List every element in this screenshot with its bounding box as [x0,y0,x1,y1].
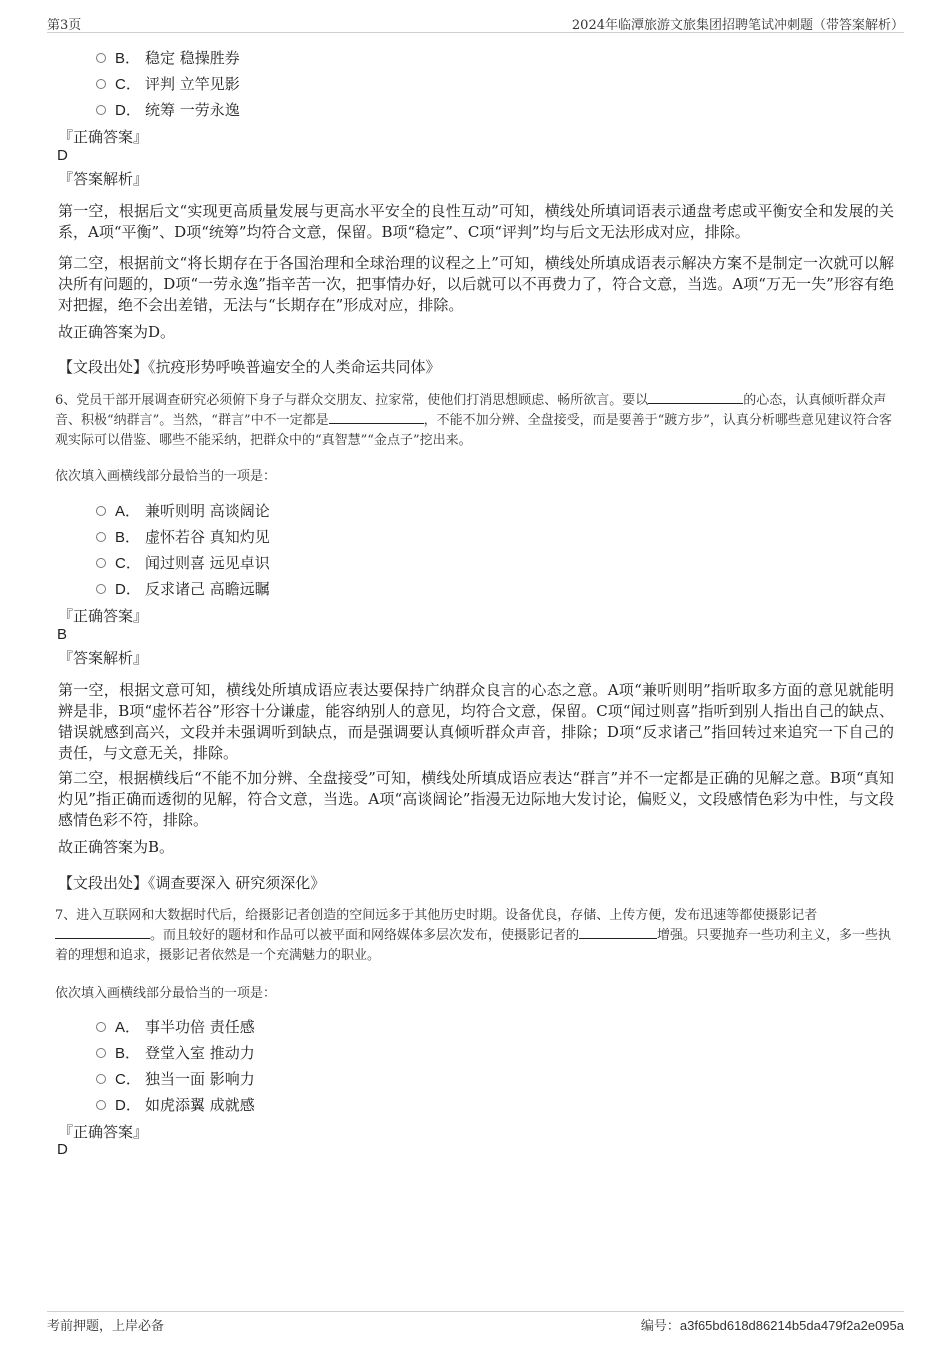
q7-instruction: 依次填入画横线部分最恰当的一项是： [55,986,277,1001]
q7-answer-label: 『正确答案』 [58,1123,149,1141]
blank-line [579,926,657,939]
q5-conclusion: 故正确答案为D。 [58,323,176,341]
radio-icon[interactable] [96,584,106,594]
q6-stem: 6、党员干部开展调查研究必须俯下身子与群众交朋友、拉家常，使他们打消思想顾虑、畅所欲言。要以 的心态，认真倾听群众声音、积极“纳群言”。当然，“群言”中不一定都是 ，不能不加分辨、全盘接受，而是要善于“踱方步”，认真分析哪些意见建议符合客观实际可以借鉴、哪些不能采纳，把群众中的“真智慧”“金点子”挖出来。 [55,393,892,448]
page-footer [47,1311,904,1334]
q5-analysis-paragraph: 第一空，根据后文“实现更高质量发展与更高水平安全的良性互动”可知，横线处所填词语表示通盘考虑或平衡安全和发展的关系，A项“平衡”、D项“统筹”均符合文意，保留。B项“稳定”、C项“评判”均与后文无法形成对应，排除。 [58,202,894,241]
radio-icon[interactable] [96,1022,106,1032]
q5-analysis-label: 『答案解析』 [58,170,149,188]
q6-instruction: 依次填入画横线部分最恰当的一项是： [55,469,277,484]
radio-icon[interactable] [96,532,106,542]
blank-line [648,391,743,404]
q6-answer: B [57,626,68,643]
q6-conclusion: 故正确答案为B。 [58,838,175,856]
radio-icon[interactable] [96,79,106,89]
radio-icon[interactable] [96,558,106,568]
q7-answer: D [57,1141,68,1158]
blank-line [329,411,424,424]
q6-source: 【文段出处】《调查要深入 研究须深化》 [58,874,326,892]
page-number: 第3页 [47,18,82,33]
page-header [47,12,904,33]
q6-analysis-paragraph: 第一空，根据文意可知，横线处所填成语应表达要保持广纳群众良言的心态之意。A项“兼听则明”指听取多方面的意见就能明辨是非，B项“虚怀若谷”形容十分谦虚，能容纳别人的意见，均符合文意，保留。C项“闻过则喜”指听到别人指出自己的缺点、错误就感到高兴，文段并未强调听到缺点，而是强调要认真倾听群众声音，排除；D项“反求诸己”指回转过来追究一下自己的责任，与文意无关，排除。 [58,681,894,762]
q5-analysis-paragraph: 第二空，根据前文“将长期存在于各国治理和全球治理的议程之上”可知，横线处所填成语表示解决方案不是制定一次就可以解决所有问题的，D项“一劳永逸”指辛苦一次，把事情办好，以后就可以不再费力了，符合文意，当选。A项“万无一失”形容有绝对把握，绝不会出差错，无法与“长期存在”形成对应，排除。 [58,254,894,314]
document-title: 2024年临潭旅游文旅集团招聘笔试冲刺题（带答案解析） [571,18,904,33]
q5-answer: D [57,147,68,164]
q6-analysis-label: 『答案解析』 [58,649,149,667]
radio-icon[interactable] [96,1100,106,1110]
blank-line [55,926,150,939]
document-code: 编号：a3f65bd618d86214b5da479f2a2e095a [640,1318,904,1334]
radio-icon[interactable] [96,1048,106,1058]
radio-icon[interactable] [96,506,106,516]
footer-slogan: 考前押题，上岸必备 [47,1319,165,1334]
q5-answer-label: 『正确答案』 [58,128,149,146]
q6-answer-label: 『正确答案』 [58,607,149,625]
radio-icon[interactable] [96,105,106,115]
radio-icon[interactable] [96,53,106,63]
q7-stem: 7、进入互联网和大数据时代后，给摄影记者创造的空间远多于其他历史时期。设备优良，存储、上传方便，发布迅速等都使摄影记者。而且较好的题材和作品可以被平面和网络媒体多层次发布，使摄影记者的 增强。只要抛弃一些功利主义，多一些执着的理想和追求，摄影记者依然是一个充满魅力的职业。 [55,908,892,963]
q5-source: 【文段出处】《抗疫形势呼唤普遍安全的人类命运共同体》 [58,358,441,376]
q6-analysis-paragraph: 第二空，根据横线后“不能不加分辨、全盘接受”可知，横线处所填成语应表达“群言”并不一定都是正确的见解之意。B项“真知灼见”指正确而透彻的见解，符合文意，当选。A项“高谈阔论”指漫无边际地大发讨论，偏贬义，文段感情色彩为中性，与文段感情色彩不符，排除。 [58,769,894,829]
radio-icon[interactable] [96,1074,106,1084]
